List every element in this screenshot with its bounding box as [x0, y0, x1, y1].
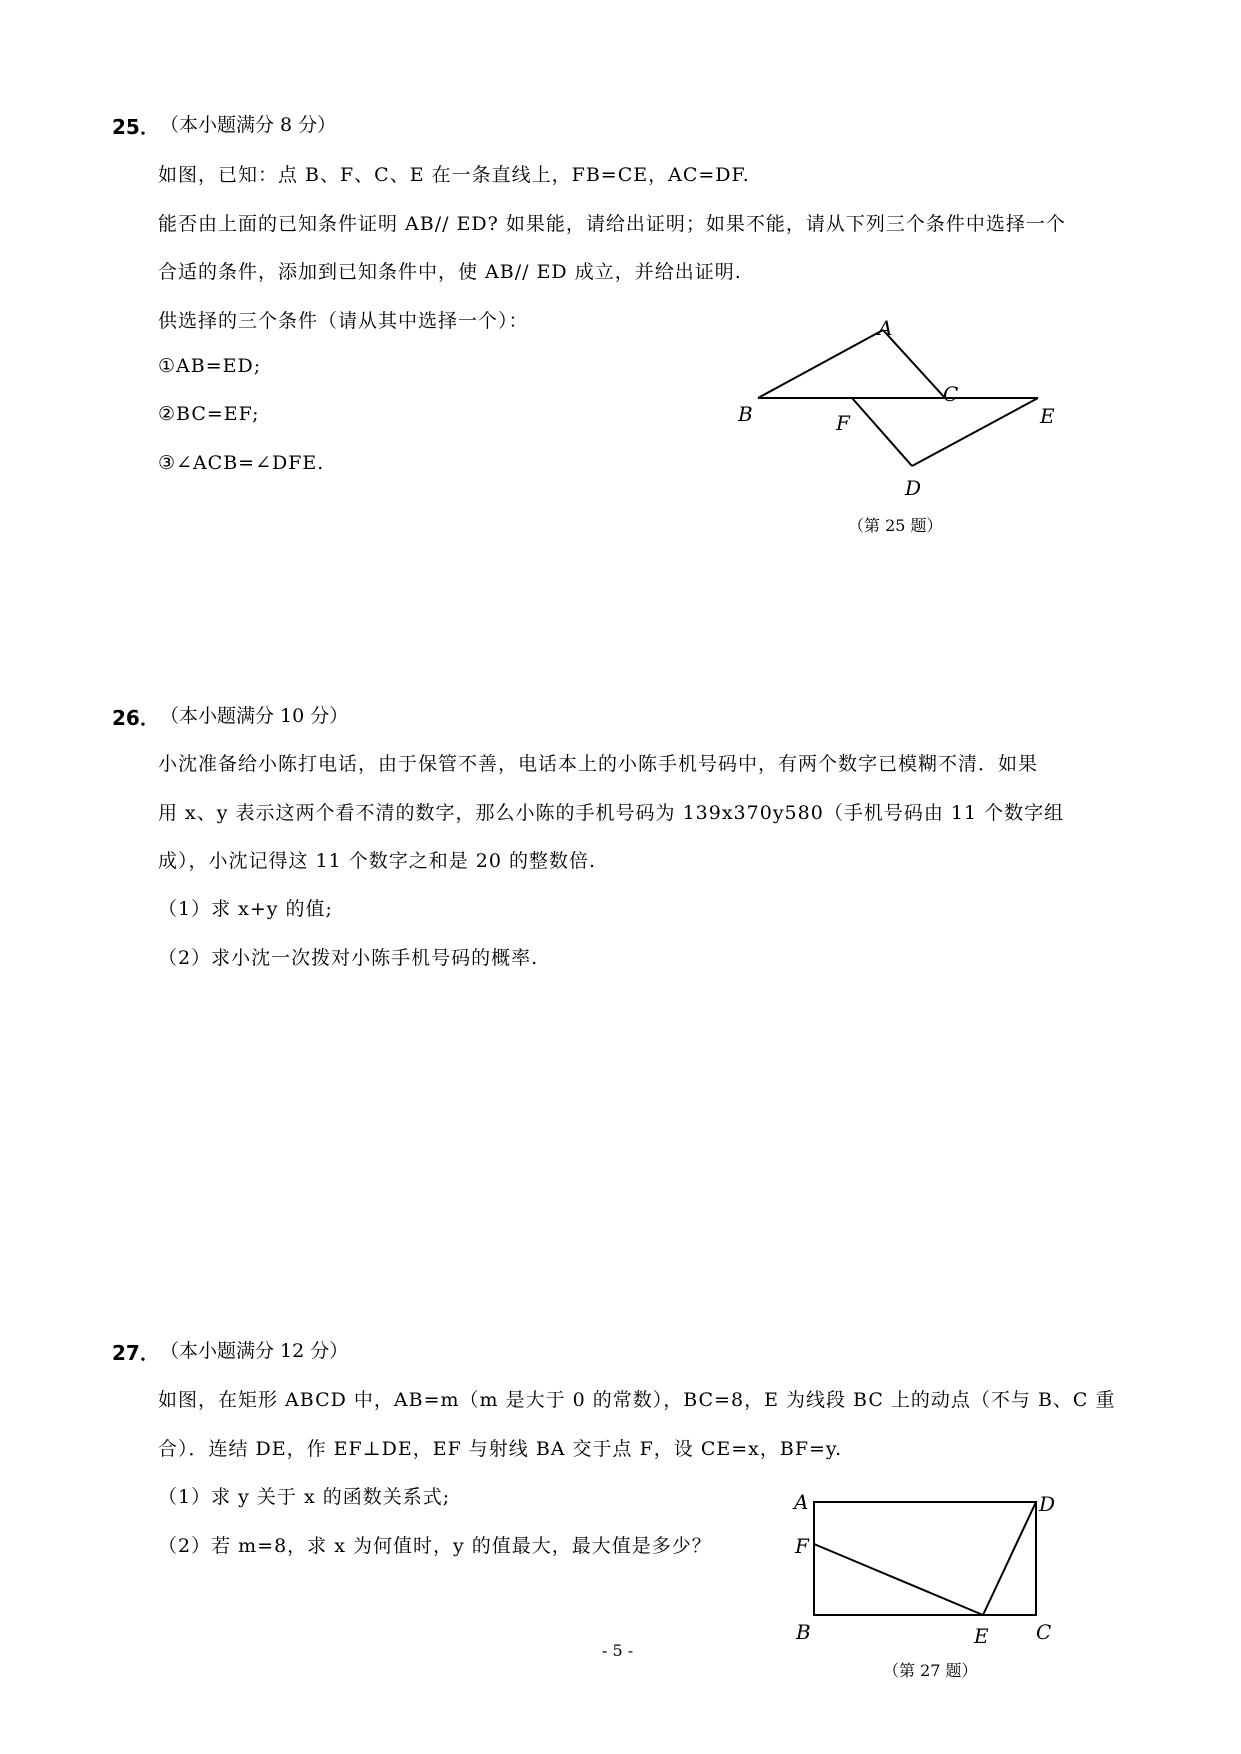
- q25-number: 25．: [112, 115, 160, 139]
- q25-label-b: B: [738, 402, 753, 426]
- q26-line-4: （1）求 x+y 的值;: [158, 898, 333, 920]
- q25-label-e: E: [1040, 404, 1055, 428]
- q25-label-a: A: [878, 316, 893, 340]
- segment-de: [912, 398, 1038, 466]
- segment-fe: [814, 1544, 983, 1615]
- q27-line-2: 合）．连结 DE，作 EF⊥DE，EF 与射线 BA 交于点 F，设 CE=x，BF=y.: [158, 1438, 843, 1460]
- q27-label-e: E: [974, 1624, 989, 1648]
- q25-line-3: 合适的条件，添加到已知条件中，使 AB// ED 成立，并给出证明.: [158, 261, 742, 283]
- q25-line-1: 如图，已知：点 B、F、C、E 在一条直线上，FB=CE，AC=DF.: [158, 164, 750, 186]
- q27-label-a: A: [794, 1490, 809, 1514]
- q27-header: （本小题满分 12 分）: [160, 1340, 349, 1362]
- segment-ed: [983, 1502, 1036, 1615]
- rectangle-abcd: [814, 1502, 1036, 1615]
- q27-label-c: C: [1036, 1620, 1052, 1644]
- q26-line-3: 成），小沈记得这 11 个数字之和是 20 的整数倍.: [158, 850, 597, 872]
- q25-label-d: D: [905, 476, 922, 500]
- q26-line-1: 小沈准备给小陈打电话，由于保管不善，电话本上的小陈手机号码中，有两个数字已模糊不清．如果: [158, 753, 1039, 775]
- segment-ac: [883, 330, 945, 398]
- q25-label-f: F: [836, 411, 850, 435]
- q25-figure-caption: （第 25 题）: [848, 516, 943, 535]
- q27-label-d: D: [1039, 1492, 1056, 1516]
- q25-option-1: ①AB=ED;: [158, 355, 262, 377]
- q26-header: （本小题满分 10 分）: [160, 705, 349, 727]
- q27-number: 27．: [112, 1341, 160, 1365]
- q27-label-b: B: [796, 1620, 811, 1644]
- q27-line-3: （1）求 y 关于 x 的函数关系式;: [158, 1486, 451, 1508]
- q27-figure-caption: （第 27 题）: [883, 1661, 978, 1680]
- q25-option-3: ③∠ACB=∠DFE.: [158, 452, 325, 474]
- q26-line-5: （2）求小沈一次拨对小陈手机号码的概率.: [158, 947, 539, 969]
- q25-header: （本小题满分 8 分）: [160, 114, 337, 136]
- q27-label-f: F: [795, 1534, 809, 1558]
- page-number: - 5 -: [602, 1641, 634, 1660]
- q25-label-c: C: [943, 382, 959, 406]
- q26-number: 26．: [112, 706, 160, 730]
- segment-ab: [758, 330, 883, 398]
- segment-fd: [852, 398, 912, 466]
- q25-line-2: 能否由上面的已知条件证明 AB// ED? 如果能，请给出证明；如果不能，请从下列三个条件中选择一个: [158, 213, 1066, 235]
- q27-line-4: （2）若 m=8，求 x 为何值时，y 的值最大，最大值是多少？: [158, 1535, 712, 1557]
- q27-line-1: 如图，在矩形 ABCD 中，AB=m（m 是大于 0 的常数），BC=8，E 为线段 BC 上的动点（不与 B、C 重: [158, 1389, 1116, 1411]
- q25-line-4: 供选择的三个条件（请从其中选择一个）：: [158, 310, 529, 332]
- q26-line-2: 用 x、y 表示这两个看不清的数字，那么小陈的手机号码为 139x370y580（手机号码由 11 个数字组: [158, 802, 1065, 824]
- q25-option-2: ②BC=EF;: [158, 403, 260, 425]
